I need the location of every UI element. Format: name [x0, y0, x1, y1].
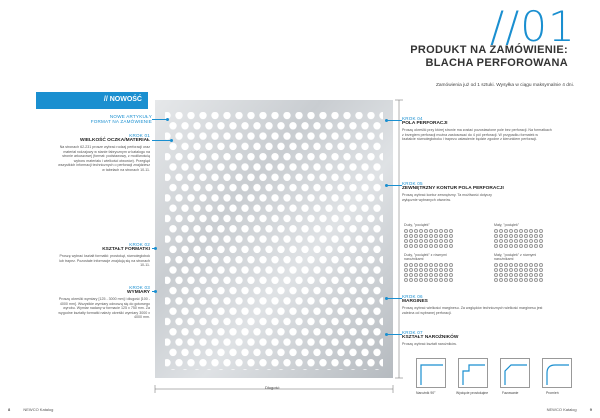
connector-dot-05 [385, 184, 388, 187]
connector-step-06 [386, 298, 402, 299]
step-03-text: Proszę określić wymiary [125 - 3000 mm] i długość [100 - 4000 mm]. Wszystkie wymiary odnoszą się do gotowego wyrobu. Wymiar nadany w formacie 125 x 750 mm. Za wygodne kształty formatki należy określić wymiary 3000 x 4000 mm. [58, 297, 150, 320]
corner-label-chamfer: Fazowanie [502, 391, 519, 395]
corner-label-radius: Promień [546, 391, 559, 395]
corner-label-notch: Wycięcie prostokątne [456, 391, 489, 395]
footer-left-text: NEWCO Katalog [23, 407, 54, 412]
step-03-title: WYMIARY [126, 290, 150, 295]
contour-sample-1-pattern [404, 229, 456, 248]
step-04-text: Proszę określić przy której stronie ma zostać pozostawione pole bez perforacji. Na formatkach z brzegiem perforacji można zastosować do 4 pól perforacji. W przypadku formatek w kształcie równoległoboku i trapezu ustawienie będzie zgodne z kierunkiem perforacji. [402, 128, 552, 142]
dimension-lines [150, 95, 410, 415]
contour-sample-2-pattern [494, 229, 546, 248]
step-04-title: POLA PERFORACJI [402, 121, 448, 126]
connector-step-04 [386, 120, 402, 121]
contour-sample-3-label: Duży, "pociąłek" z równymi narożnikami [404, 253, 447, 261]
step-03 [56, 285, 150, 320]
connector-dot-03 [154, 290, 157, 293]
footer-left [8, 407, 53, 412]
step-02-text: Proszę wybrać kształt formatki: prostokąt, równoległobok lub trapez. Pozostałe informacje znajdują się na stronach 10-11. [59, 254, 150, 268]
corner-option-notch[interactable] [458, 358, 488, 388]
footer-right [547, 407, 592, 412]
step-06-title: MARGINES [402, 299, 428, 304]
page-title [400, 44, 568, 70]
step-01 [56, 133, 150, 173]
new-article-note [80, 114, 152, 124]
chapter-number: //01 [490, 2, 576, 51]
step-02-title: KSZTAŁT FORMATKI [102, 247, 150, 252]
connector-step-01 [152, 140, 172, 141]
step-05-text: Proszę wybrać kontur zewnętrzny. Ta możliwość dotyczy wyłącznie wybranych otworów. [402, 193, 492, 202]
contour-sample-3-pattern [404, 263, 456, 282]
step-07-krok: KROK 07 [402, 330, 423, 335]
corner-label-90: Narożnik 90° [416, 391, 436, 395]
corner-option-90[interactable] [416, 358, 446, 388]
contour-sample-4-pattern [494, 263, 546, 282]
new-badge [36, 92, 148, 109]
footer-left-page: 8 [8, 407, 11, 412]
new-badge-label: // NOWOŚĆ [103, 96, 142, 103]
step-02-krok: KROK 02 [129, 242, 150, 247]
contour-sample-4-label: Mały, "pociąłek" z równymi narożnikami [494, 253, 537, 261]
new-article-line1: NOWE ARTYKUŁY [109, 114, 152, 119]
step-05 [402, 181, 562, 202]
new-article-line2: FORMAT NA ZAMÓWIENIE [90, 119, 152, 124]
step-07-text: Proszę wybrać kształt narożników. [402, 342, 457, 346]
step-04-krok: KROK 04 [402, 116, 423, 121]
connector-dot-06 [385, 297, 388, 300]
connector-step-05 [386, 185, 402, 186]
contour-sample-2-label: Mały, "pociąłek" [494, 223, 520, 227]
footer-right-page: 9 [589, 407, 592, 412]
step-02 [56, 242, 150, 268]
step-07-title: KSZTAŁT NAROŻNIKÓW [402, 335, 459, 340]
connector-dot-new [166, 118, 169, 121]
corner-option-radius[interactable] [542, 358, 572, 388]
page-title-line2: BLACHA PERFOROWANA [425, 57, 568, 69]
connector-dot-07 [385, 333, 388, 336]
footer-right-text: NEWCO Katalog [546, 407, 577, 412]
connector-dot-02 [154, 247, 157, 250]
connector-dot-01 [170, 139, 173, 142]
step-05-krok: KROK 05 [402, 181, 423, 186]
contour-sample-3[interactable] [404, 253, 456, 291]
connector-step-07 [386, 334, 402, 335]
connector-dot-04 [385, 119, 388, 122]
step-01-text: Na stronach 62-231 prosze wybrać rodzaj perforacji oraz materiał rodzajowy w stanie fabrycznym w katalogu na stronie arkuszowej (format: podstawowy, z możliwością wyboru materiału i wielkości otworów). Przegląd wszystkich informacji technicznych o perforacji znajdziesz w tabelach na stronach 10-11. [58, 145, 150, 172]
page-title-line1: PRODUKT NA ZAMÓWIENIE: [410, 44, 568, 56]
corner-option-chamfer[interactable] [500, 358, 530, 388]
step-06 [402, 294, 552, 315]
contour-sample-1-label: Duży, "pociąłek" [404, 223, 430, 227]
step-03-krok: KROK 03 [129, 285, 150, 290]
step-06-text: Proszę wybrać wielkości marginesu. Za względów technicznych wielkość marginesu jest zależna od wybranej perforacji. [402, 306, 543, 315]
dimension-length: Długość [265, 385, 280, 390]
step-04 [402, 116, 552, 142]
step-05-title: ZEWNĘTRZNY KONTUR POLA PERFORACJI [402, 186, 504, 191]
step-06-krok: KROK 06 [402, 294, 423, 299]
step-01-krok: KROK 01 [129, 133, 150, 138]
step-07 [402, 330, 552, 347]
page-subtitle: Zamówienia już od 1 sztuki. Wysyłka w ciągu maksymalnie 4 dni. [435, 83, 574, 88]
step-01-title: WIELKOŚĆ OCZKA/MATERIAŁ [80, 138, 150, 143]
contour-sample-4[interactable] [494, 253, 546, 291]
